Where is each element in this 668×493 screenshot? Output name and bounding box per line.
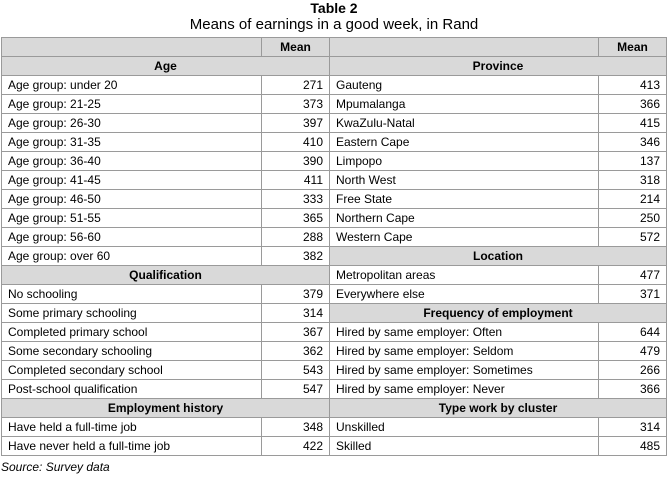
table-subtitle: Means of earnings in a good week, in Rand	[189, 16, 479, 33]
row-mean-value: 365	[262, 209, 330, 228]
row-label: Age group: 26-30	[2, 114, 262, 133]
row-mean-value: 366	[599, 380, 667, 399]
row-label: Mpumalanga	[330, 95, 599, 114]
table-row	[2, 304, 667, 323]
left-corner-cell	[2, 38, 262, 57]
row-mean-value: 288	[262, 228, 330, 247]
row-label: Some secondary schooling	[2, 342, 262, 361]
table-row	[2, 114, 667, 133]
row-mean-value: 271	[262, 76, 330, 95]
row-label: Completed secondary school	[2, 361, 262, 380]
column-header-row	[2, 38, 667, 57]
row-mean-value: 572	[599, 228, 667, 247]
row-mean-value: 382	[262, 247, 330, 266]
row-label: Have held a full-time job	[2, 418, 262, 437]
row-mean-value: 250	[599, 209, 667, 228]
row-label: Age group: under 20	[2, 76, 262, 95]
row-label: Limpopo	[330, 152, 599, 171]
row-label: Age group: 31-35	[2, 133, 262, 152]
row-mean-value: 314	[599, 418, 667, 437]
table-row	[2, 76, 667, 95]
table-row	[2, 171, 667, 190]
row-label: Age group: over 60	[2, 247, 262, 266]
row-mean-value: 547	[262, 380, 330, 399]
row-mean-value: 422	[262, 437, 330, 456]
row-mean-value: 379	[262, 285, 330, 304]
section-header: Province	[330, 57, 667, 76]
row-label: Age group: 56-60	[2, 228, 262, 247]
row-mean-value: 214	[599, 190, 667, 209]
table-row	[2, 228, 667, 247]
table-row	[2, 247, 667, 266]
table-row	[2, 342, 667, 361]
row-mean-value: 479	[599, 342, 667, 361]
row-mean-value: 397	[262, 114, 330, 133]
row-mean-value: 390	[262, 152, 330, 171]
table-row	[2, 380, 667, 399]
table-row	[2, 437, 667, 456]
row-label: Completed primary school	[2, 323, 262, 342]
row-mean-value: 410	[262, 133, 330, 152]
table-row	[2, 133, 667, 152]
row-label: Some primary schooling	[2, 304, 262, 323]
row-label: KwaZulu-Natal	[330, 114, 599, 133]
row-mean-value: 373	[262, 95, 330, 114]
table-body	[2, 38, 667, 456]
table-row	[2, 285, 667, 304]
row-mean-value: 346	[599, 133, 667, 152]
row-label: Northern Cape	[330, 209, 599, 228]
table-title: Table 2	[310, 0, 358, 16]
table-row	[2, 152, 667, 171]
row-mean-value: 366	[599, 95, 667, 114]
row-mean-value: 266	[599, 361, 667, 380]
row-label: Hired by same employer: Seldom	[330, 342, 599, 361]
row-mean-value: 413	[599, 76, 667, 95]
section-header: Employment history	[2, 399, 330, 418]
earnings-table	[1, 37, 667, 456]
row-mean-value: 318	[599, 171, 667, 190]
table-row	[2, 399, 667, 418]
right-corner-cell	[330, 38, 599, 57]
row-mean-value: 367	[262, 323, 330, 342]
row-label: Everywhere else	[330, 285, 599, 304]
row-mean-value: 411	[262, 171, 330, 190]
section-header: Frequency of employment	[330, 304, 667, 323]
row-label: Have never held a full-time job	[2, 437, 262, 456]
row-mean-value: 371	[599, 285, 667, 304]
table-row	[2, 323, 667, 342]
row-label: No schooling	[2, 285, 262, 304]
table-row	[2, 418, 667, 437]
row-mean-value: 477	[599, 266, 667, 285]
row-mean-value: 485	[599, 437, 667, 456]
row-label: North West	[330, 171, 599, 190]
row-mean-value: 137	[599, 152, 667, 171]
row-label: Age group: 46-50	[2, 190, 262, 209]
table-row	[2, 361, 667, 380]
table-row	[2, 95, 667, 114]
row-label: Age group: 21-25	[2, 95, 262, 114]
row-label: Unskilled	[330, 418, 599, 437]
section-header: Location	[330, 247, 667, 266]
row-mean-value: 415	[599, 114, 667, 133]
row-mean-value: 314	[262, 304, 330, 323]
section-header: Qualification	[2, 266, 330, 285]
section-header: Type work by cluster	[330, 399, 667, 418]
source-note: Source: Survey data	[1, 460, 110, 474]
right-mean-header: Mean	[599, 38, 667, 57]
table-row	[2, 57, 667, 76]
row-label: Hired by same employer: Never	[330, 380, 599, 399]
row-mean-value: 333	[262, 190, 330, 209]
row-mean-value: 543	[262, 361, 330, 380]
row-label: Post-school qualification	[2, 380, 262, 399]
row-label: Age group: 36-40	[2, 152, 262, 171]
section-header: Age	[2, 57, 330, 76]
row-label: Metropolitan areas	[330, 266, 599, 285]
row-label: Age group: 51-55	[2, 209, 262, 228]
left-mean-header: Mean	[262, 38, 330, 57]
row-label: Gauteng	[330, 76, 599, 95]
row-mean-value: 362	[262, 342, 330, 361]
row-mean-value: 644	[599, 323, 667, 342]
row-label: Hired by same employer: Sometimes	[330, 361, 599, 380]
row-label: Free State	[330, 190, 599, 209]
table-row	[2, 266, 667, 285]
row-label: Eastern Cape	[330, 133, 599, 152]
row-label: Hired by same employer: Often	[330, 323, 599, 342]
row-label: Age group: 41-45	[2, 171, 262, 190]
table-row	[2, 190, 667, 209]
table-row	[2, 209, 667, 228]
table-caption	[0, 0, 668, 34]
row-label: Skilled	[330, 437, 599, 456]
row-label: Western Cape	[330, 228, 599, 247]
row-mean-value: 348	[262, 418, 330, 437]
